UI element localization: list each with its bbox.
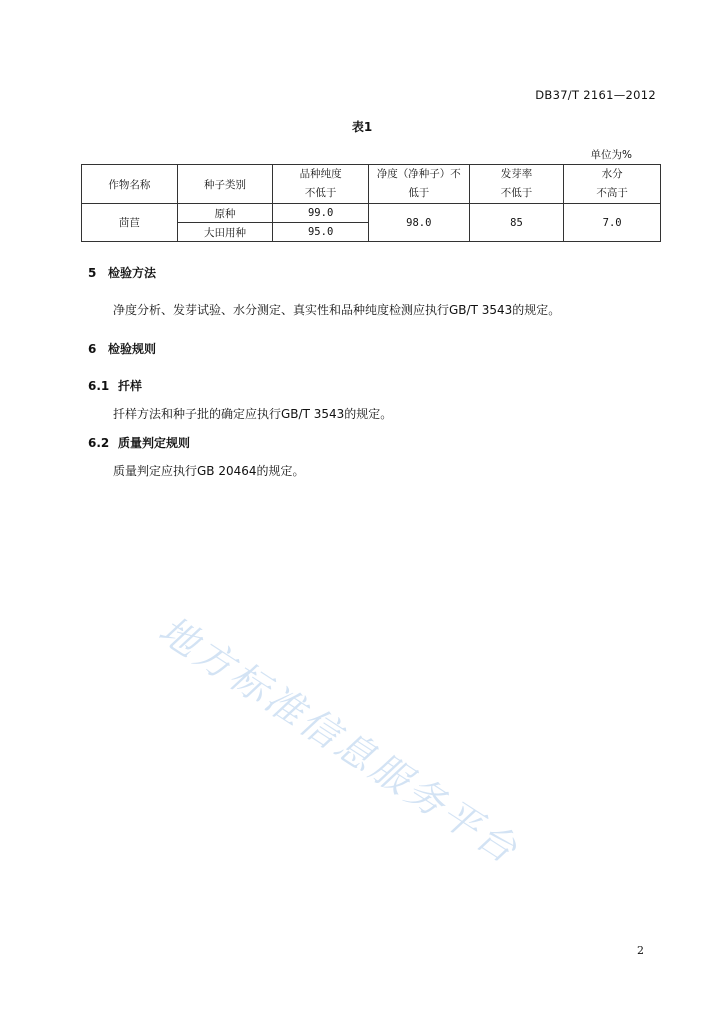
section-number: 6 (88, 342, 97, 356)
table-header-row (82, 165, 661, 204)
section-5-text: 净度分析、发芽试验、水分测定、真实性和品种纯度检测应执行GB/T 3543的规定。 (113, 303, 561, 317)
cell-moisture: 7.0 (564, 204, 661, 242)
header-variety-purity-line2: 不低于 (304, 187, 337, 199)
standard-code: DB37/T 2161—2012 (535, 88, 656, 102)
section-title: 扦样 (118, 379, 143, 393)
section-title: 检验规则 (108, 342, 157, 356)
section-6-2-text: 质量判定应执行GB 20464的规定。 (113, 464, 305, 478)
seed-quality-table (81, 164, 661, 242)
section-number: 6.1 (88, 379, 110, 393)
section-number: 6.2 (88, 436, 110, 450)
header-cleanliness-line2: 低于 (408, 187, 430, 199)
cell-crop: 茴苣 (82, 204, 178, 242)
cell-germination: 85 (469, 204, 564, 242)
header-variety-purity (273, 165, 369, 204)
header-germination-line1: 发芽率 (500, 168, 533, 180)
cell-variety-purity: 99.0 (273, 204, 369, 223)
page-number: 2 (637, 944, 644, 957)
header-seed-class: 种子类别 (177, 165, 273, 204)
header-moisture (564, 165, 661, 204)
table-row (82, 204, 661, 223)
table-unit: 单位为% (590, 149, 632, 161)
header-germination (469, 165, 564, 204)
section-6-1-text: 扦样方法和种子批的确定应执行GB/T 3543的规定。 (113, 407, 393, 421)
header-moisture-line2: 不高于 (596, 187, 628, 199)
section-title: 质量判定规则 (118, 436, 191, 450)
cell-seed-class: 大田用种 (177, 223, 273, 242)
cell-cleanliness: 98.0 (368, 204, 469, 242)
header-crop-name: 作物名称 (82, 165, 178, 204)
header-cleanliness-line1: 净度（净种子）不 (376, 168, 461, 180)
cell-variety-purity: 95.0 (273, 223, 369, 242)
table-title: 表1 (351, 120, 373, 134)
section-number: 5 (88, 266, 97, 280)
cell-seed-class: 原种 (177, 204, 273, 223)
section-6-heading (88, 340, 156, 357)
section-5-heading (88, 264, 156, 281)
section-6-2-heading (88, 434, 190, 451)
watermark: 地方标准信息服务平台 (151, 607, 528, 874)
header-germination-line2: 不低于 (500, 187, 533, 199)
header-moisture-line1: 水分 (601, 168, 623, 180)
section-title: 检验方法 (108, 266, 157, 280)
header-variety-purity-line1: 品种纯度 (299, 168, 342, 180)
section-6-1-heading (88, 377, 142, 394)
header-cleanliness (368, 165, 469, 204)
